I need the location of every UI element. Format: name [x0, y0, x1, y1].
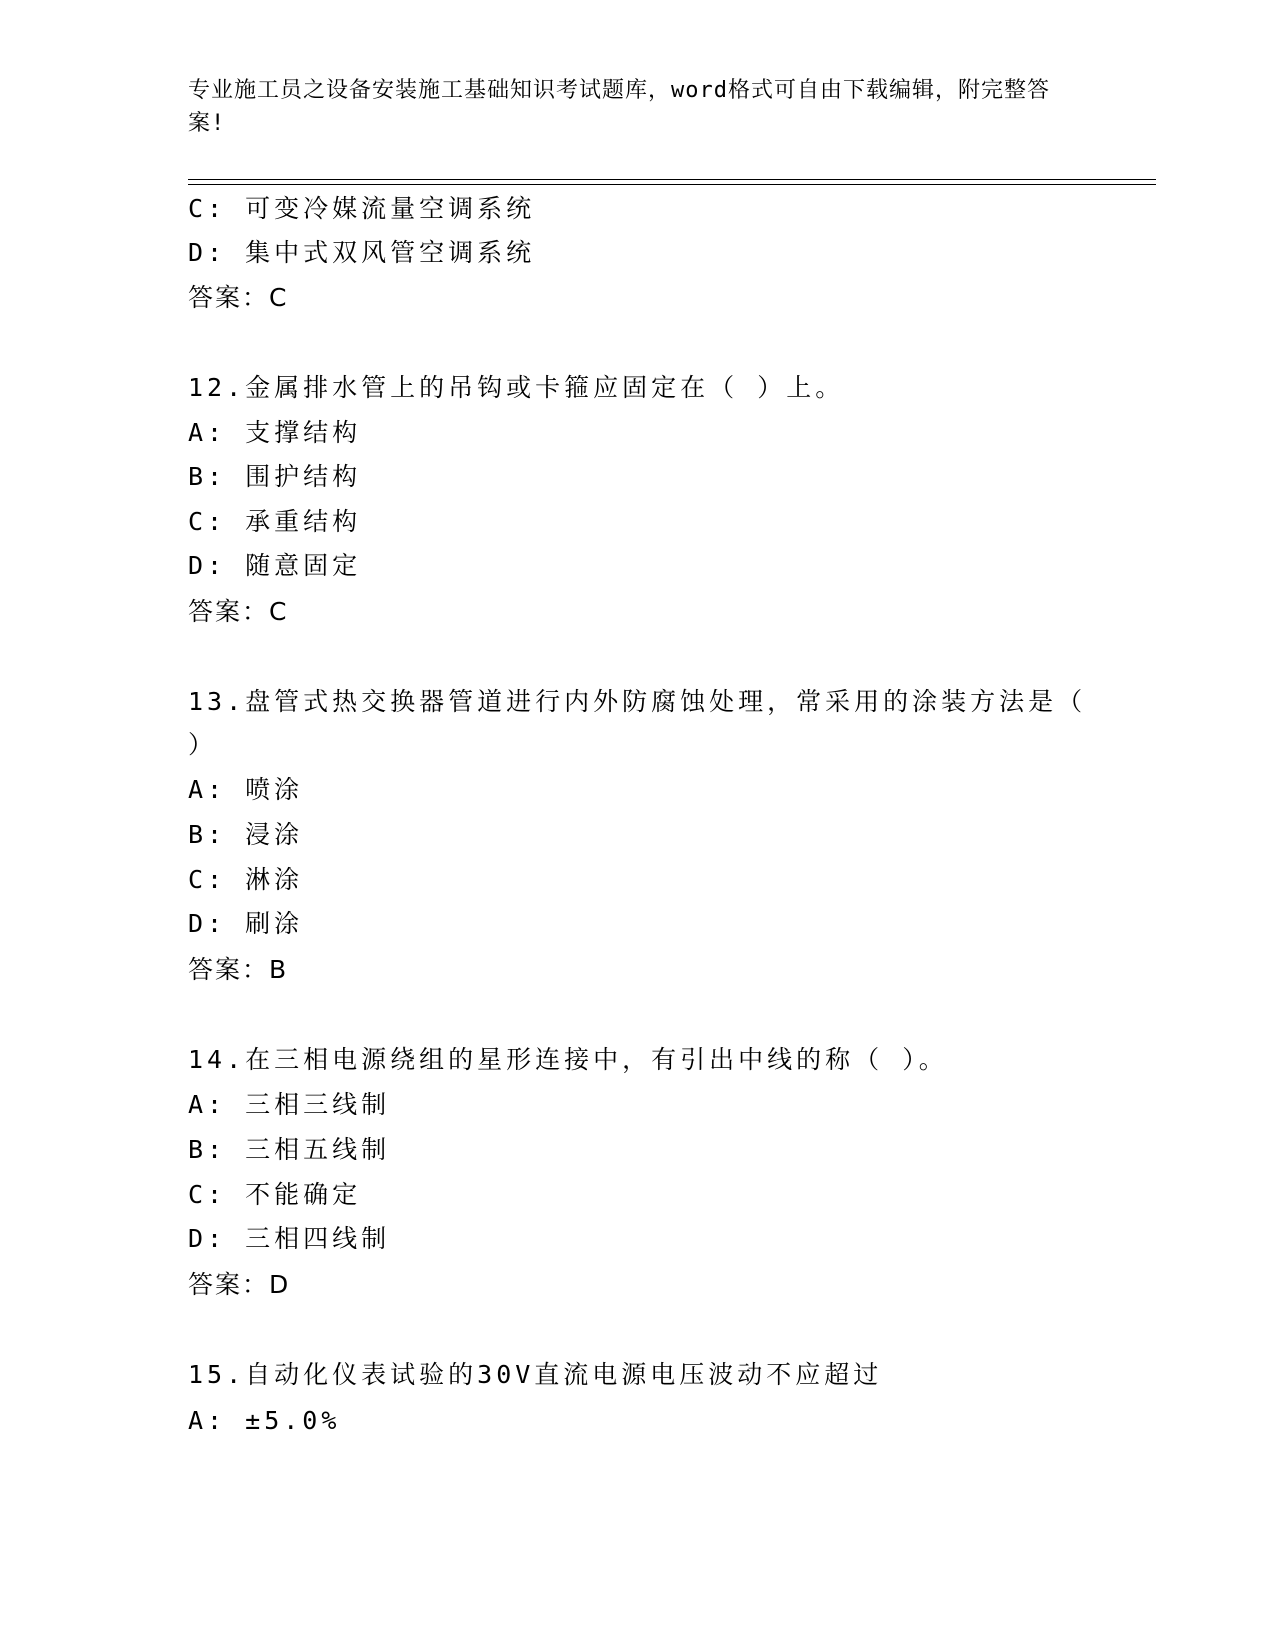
answer-line: 答案：C — [188, 597, 289, 626]
option-a-line: A: 三相三线制 — [188, 1090, 391, 1119]
option-a-line: A: 喷涂 — [188, 775, 304, 804]
option-c-line: C: 可变冷媒流量空调系统 — [188, 194, 536, 223]
question-14: 14.在三相电源绕组的星形连接中，有引出中线的称（ ）。 — [188, 1045, 948, 1074]
option-a-line: A: ±5.0% — [188, 1406, 341, 1435]
option-c-line: C: 淋涂 — [188, 865, 304, 894]
option-d-line: D: 随意固定 — [188, 551, 362, 580]
question-13-continued: ） — [188, 730, 218, 759]
option-d-line: D: 集中式双风管空调系统 — [188, 238, 536, 267]
option-b-line: B: 三相五线制 — [188, 1135, 391, 1164]
question-13: 13.盘管式热交换器管道进行内外防腐蚀处理，常采用的涂装方法是（ — [188, 687, 1087, 716]
option-d-line: D: 三相四线制 — [188, 1224, 391, 1253]
option-b-line: B: 围护结构 — [188, 462, 362, 491]
option-c-line: C: 承重结构 — [188, 507, 362, 536]
option-c-line: C: 不能确定 — [188, 1180, 362, 1209]
answer-line: 答案：C — [188, 283, 289, 312]
document-header: 专业施工员之设备安装施工基础知识考试题库，word格式可自由下载编辑，附完整答案! — [188, 78, 1050, 136]
option-a-line: A: 支撑结构 — [188, 418, 362, 447]
question-12: 12.金属排水管上的吊钩或卡箍应固定在（ ）上。 — [188, 373, 845, 402]
answer-line: 答案：D — [188, 1270, 291, 1299]
option-b-line: B: 浸涂 — [188, 820, 304, 849]
header-rule-bottom — [188, 184, 1156, 185]
header-rule-top — [188, 179, 1156, 180]
question-15: 15.自动化仪表试验的30V直流电源电压波动不应超过 — [188, 1360, 883, 1389]
answer-line: 答案：B — [188, 955, 289, 984]
option-d-line: D: 刷涂 — [188, 909, 304, 938]
